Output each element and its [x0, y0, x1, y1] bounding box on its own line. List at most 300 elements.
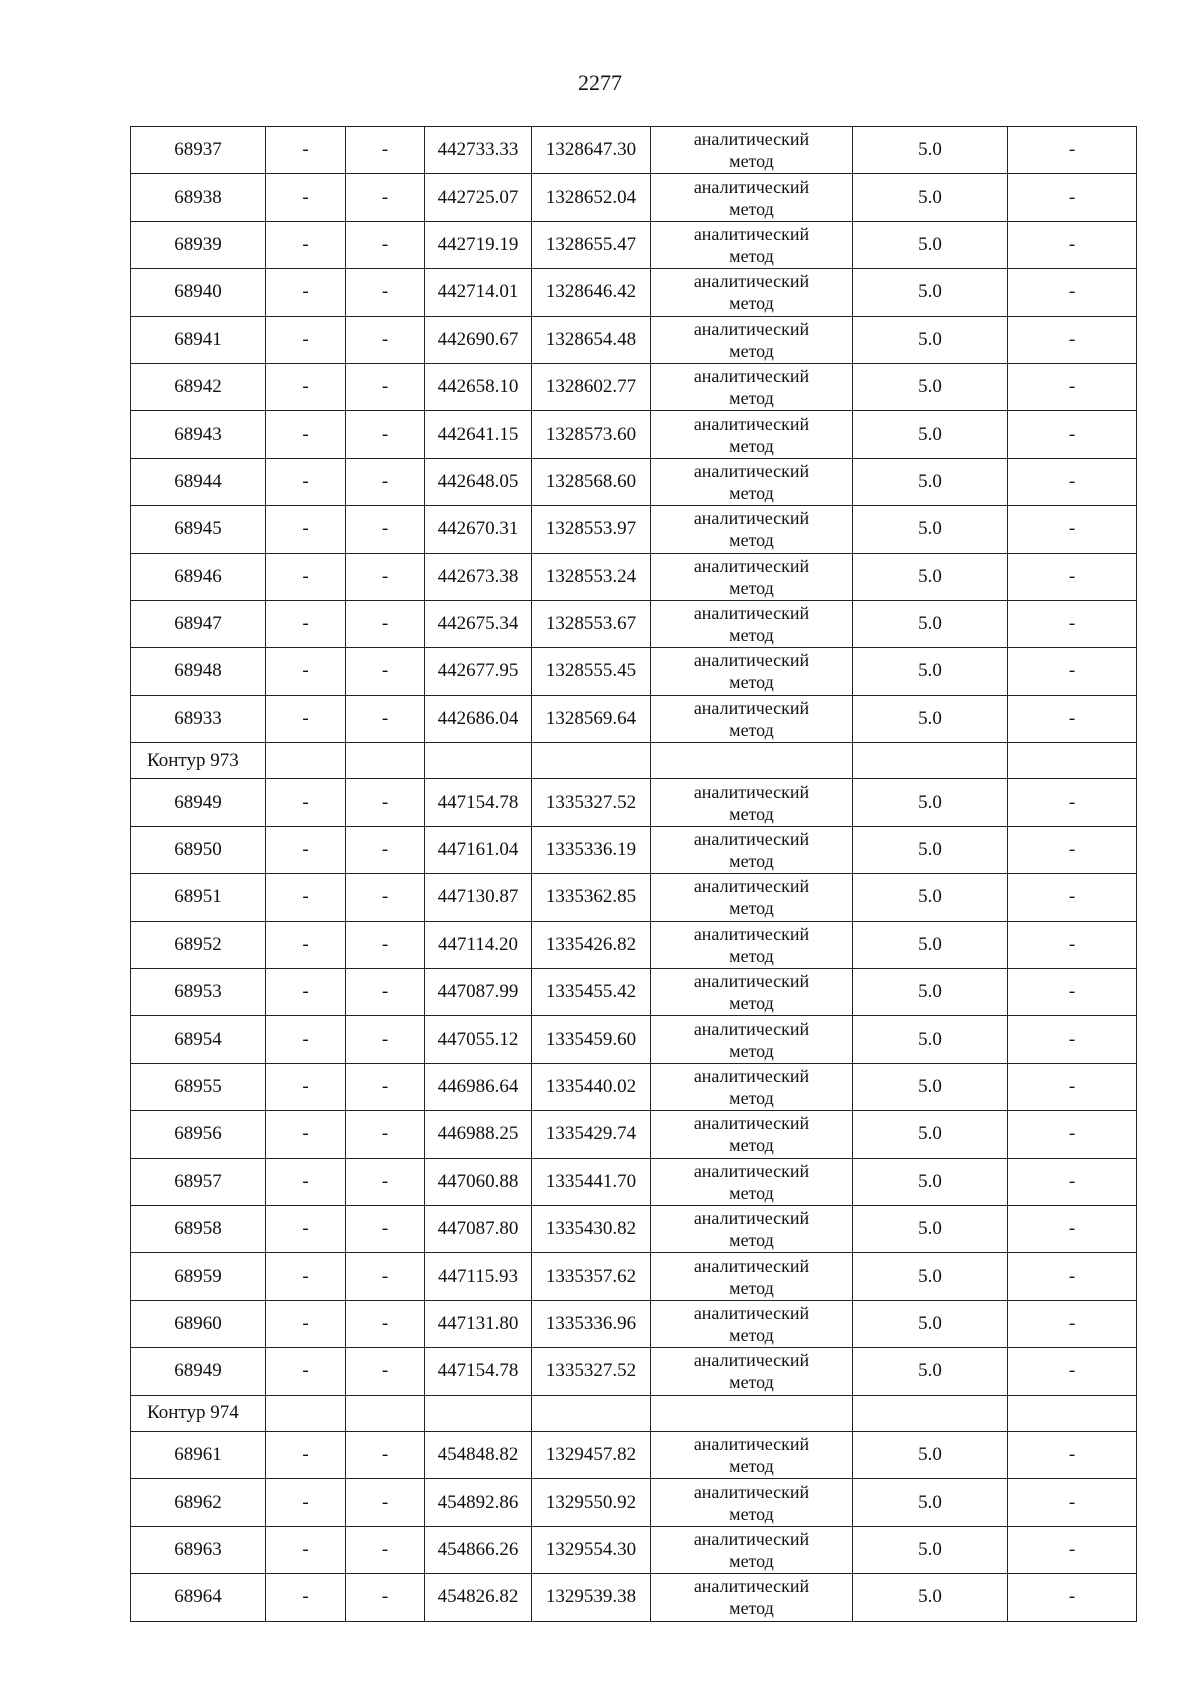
point-id-cell: 68945: [131, 506, 266, 553]
method-text-line1: аналитический: [693, 1113, 810, 1134]
dash-cell: -: [266, 1111, 346, 1158]
x-coordinate-cell: 447115.93: [425, 1253, 532, 1300]
method-text-line2: метод: [729, 1456, 774, 1477]
point-id-cell: 68946: [131, 553, 266, 600]
table-row: [131, 411, 1137, 458]
y-coordinate-cell: 1335336.19: [532, 826, 651, 873]
dash-cell: -: [346, 458, 425, 505]
table-row: [131, 1300, 1137, 1347]
dash-cell: -: [1008, 1158, 1137, 1205]
dash-cell: -: [346, 221, 425, 268]
coordinates-table: [130, 126, 1137, 1622]
method-text-line2: метод: [729, 388, 774, 409]
x-coordinate-cell: 447087.99: [425, 969, 532, 1016]
contour-header-row: [131, 1395, 1137, 1431]
dash-cell: -: [346, 1479, 425, 1526]
x-coordinate-cell: 447130.87: [425, 874, 532, 921]
y-coordinate-cell: 1328573.60: [532, 411, 651, 458]
dash-cell: -: [266, 127, 346, 174]
method-text-line1: аналитический: [693, 318, 810, 339]
dash-cell: -: [1008, 506, 1137, 553]
table-row: [131, 1431, 1137, 1478]
y-coordinate-cell: 1335327.52: [532, 1348, 651, 1395]
x-coordinate-cell: 442725.07: [425, 174, 532, 221]
method-text-line2: метод: [729, 1088, 774, 1108]
method-text-line2: метод: [729, 245, 774, 266]
dash-cell: -: [266, 174, 346, 221]
method-text-line1: аналитический: [693, 508, 810, 529]
point-id-cell: 68949: [131, 779, 266, 826]
dash-cell: -: [346, 921, 425, 968]
dash-cell: -: [266, 1063, 346, 1110]
method-text-line1: аналитический: [693, 829, 810, 850]
dash-cell: -: [1008, 874, 1137, 921]
dash-cell: -: [266, 969, 346, 1016]
method-text-line1: аналитический: [693, 603, 810, 624]
method-text-line2: метод: [729, 945, 774, 966]
accuracy-cell: 5.0: [853, 969, 1008, 1016]
point-id-cell: 68939: [131, 221, 266, 268]
y-coordinate-cell: 1328553.67: [532, 600, 651, 647]
dash-cell: -: [266, 1431, 346, 1478]
y-coordinate-cell: 1329554.30: [532, 1526, 651, 1573]
page-number: 2277: [578, 70, 622, 95]
method-text-line1: аналитический: [693, 697, 810, 718]
method-text-line1: аналитический: [693, 1208, 810, 1229]
x-coordinate-cell: 447154.78: [425, 1348, 532, 1395]
dash-cell: -: [266, 695, 346, 742]
accuracy-cell: 5.0: [853, 1253, 1008, 1300]
dash-cell: -: [1008, 969, 1137, 1016]
point-id-cell: 68963: [131, 1526, 266, 1573]
table-row: [131, 695, 1137, 742]
method-text-line2: метод: [729, 1230, 774, 1251]
dash-cell: -: [1008, 1431, 1137, 1478]
point-id-cell: 68956: [131, 1111, 266, 1158]
table-row: [131, 600, 1137, 647]
dash-cell: -: [346, 1574, 425, 1621]
dash-cell: -: [1008, 553, 1137, 600]
y-coordinate-cell: 1335441.70: [532, 1158, 651, 1205]
method-cell: [651, 1111, 853, 1158]
dash-cell: -: [346, 506, 425, 553]
method-text-line2: метод: [729, 1040, 774, 1061]
point-id-cell: 68948: [131, 648, 266, 695]
y-coordinate-cell: 1328647.30: [532, 127, 651, 174]
method-text-line1: аналитический: [693, 1481, 810, 1502]
dash-cell: -: [346, 600, 425, 647]
point-id-cell: 68942: [131, 363, 266, 410]
y-coordinate-cell: 1328655.47: [532, 221, 651, 268]
point-id-cell: 68937: [131, 127, 266, 174]
method-cell: [651, 921, 853, 968]
dash-cell: -: [266, 1526, 346, 1573]
dash-cell: -: [1008, 1063, 1137, 1110]
method-cell: [651, 1431, 853, 1478]
dash-cell: -: [1008, 695, 1137, 742]
y-coordinate-cell: 1328553.97: [532, 506, 651, 553]
method-cell: [651, 1479, 853, 1526]
dash-cell: -: [346, 1526, 425, 1573]
method-text-line2: метод: [729, 1503, 774, 1524]
accuracy-cell: 5.0: [853, 874, 1008, 921]
dash-cell: -: [266, 221, 346, 268]
table-row: [131, 648, 1137, 695]
dash-cell: -: [266, 779, 346, 826]
method-text-line1: аналитический: [693, 555, 810, 576]
point-id-cell: 68951: [131, 874, 266, 921]
y-coordinate-cell: 1335430.82: [532, 1205, 651, 1252]
table-row: [131, 1063, 1137, 1110]
table-row: [131, 553, 1137, 600]
method-cell: [651, 1574, 853, 1621]
accuracy-cell: 5.0: [853, 316, 1008, 363]
method-text-line1: аналитический: [693, 1528, 810, 1549]
table-body: [131, 127, 1137, 1622]
method-cell: [651, 600, 853, 647]
x-coordinate-cell: 447161.04: [425, 826, 532, 873]
point-id-cell: 68959: [131, 1253, 266, 1300]
dash-cell: -: [1008, 411, 1137, 458]
table-row: [131, 506, 1137, 553]
dash-cell: -: [346, 695, 425, 742]
method-cell: [651, 411, 853, 458]
y-coordinate-cell: 1328553.24: [532, 553, 651, 600]
point-id-cell: 68954: [131, 1016, 266, 1063]
dash-cell: -: [1008, 1574, 1137, 1621]
y-coordinate-cell: 1328555.45: [532, 648, 651, 695]
method-text-line2: метод: [729, 672, 774, 693]
empty-cell: [425, 743, 532, 779]
dash-cell: -: [266, 363, 346, 410]
dash-cell: -: [266, 506, 346, 553]
method-text-line2: метод: [729, 1550, 774, 1571]
dash-cell: -: [266, 1300, 346, 1347]
x-coordinate-cell: 442690.67: [425, 316, 532, 363]
y-coordinate-cell: 1329550.92: [532, 1479, 651, 1526]
x-coordinate-cell: 442677.95: [425, 648, 532, 695]
y-coordinate-cell: 1328652.04: [532, 174, 651, 221]
x-coordinate-cell: 442670.31: [425, 506, 532, 553]
dash-cell: -: [346, 363, 425, 410]
method-cell: [651, 553, 853, 600]
method-cell: [651, 826, 853, 873]
x-coordinate-cell: 447055.12: [425, 1016, 532, 1063]
x-coordinate-cell: 442733.33: [425, 127, 532, 174]
dash-cell: -: [266, 458, 346, 505]
dash-cell: -: [1008, 1205, 1137, 1252]
accuracy-cell: 5.0: [853, 1063, 1008, 1110]
accuracy-cell: 5.0: [853, 921, 1008, 968]
method-cell: [651, 458, 853, 505]
table-row: [131, 921, 1137, 968]
method-cell: [651, 648, 853, 695]
x-coordinate-cell: 447154.78: [425, 779, 532, 826]
accuracy-cell: 5.0: [853, 221, 1008, 268]
point-id-cell: 68955: [131, 1063, 266, 1110]
dash-cell: -: [346, 826, 425, 873]
accuracy-cell: 5.0: [853, 695, 1008, 742]
method-text-line1: аналитический: [693, 366, 810, 387]
method-cell: [651, 969, 853, 1016]
accuracy-cell: 5.0: [853, 648, 1008, 695]
empty-cell: [1008, 1395, 1137, 1431]
accuracy-cell: 5.0: [853, 506, 1008, 553]
method-text-line2: метод: [729, 293, 774, 314]
method-cell: [651, 1253, 853, 1300]
method-cell: [651, 269, 853, 316]
table-row: [131, 1158, 1137, 1205]
method-text-line2: метод: [729, 719, 774, 740]
method-text-line2: метод: [729, 340, 774, 361]
accuracy-cell: 5.0: [853, 826, 1008, 873]
empty-cell: [651, 743, 853, 779]
method-text-line2: метод: [729, 993, 774, 1014]
x-coordinate-cell: 447087.80: [425, 1205, 532, 1252]
dash-cell: -: [1008, 316, 1137, 363]
x-coordinate-cell: 442658.10: [425, 363, 532, 410]
dash-cell: -: [266, 1348, 346, 1395]
table-row: [131, 1253, 1137, 1300]
accuracy-cell: 5.0: [853, 1205, 1008, 1252]
table-row: [131, 969, 1137, 1016]
dash-cell: -: [266, 1574, 346, 1621]
dash-cell: -: [266, 1479, 346, 1526]
table-row: [131, 269, 1137, 316]
method-text-line1: аналитический: [693, 1434, 810, 1455]
y-coordinate-cell: 1335426.82: [532, 921, 651, 968]
dash-cell: -: [346, 553, 425, 600]
method-text-line1: аналитический: [693, 1066, 810, 1086]
method-text-line1: аналитический: [693, 1255, 810, 1276]
empty-cell: [853, 1395, 1008, 1431]
point-id-cell: 68957: [131, 1158, 266, 1205]
x-coordinate-cell: 454848.82: [425, 1431, 532, 1478]
method-text-line2: метод: [729, 577, 774, 598]
method-text-line1: аналитический: [693, 413, 810, 434]
method-text-line1: аналитический: [693, 1018, 810, 1039]
method-text-line2: метод: [729, 898, 774, 919]
point-id-cell: 68938: [131, 174, 266, 221]
x-coordinate-cell: 446986.64: [425, 1063, 532, 1110]
accuracy-cell: 5.0: [853, 1479, 1008, 1526]
method-text-line1: аналитический: [693, 176, 810, 197]
method-text-line2: метод: [729, 851, 774, 872]
point-id-cell: 68961: [131, 1431, 266, 1478]
method-text-line2: метод: [729, 1372, 774, 1393]
method-text-line2: метод: [729, 1277, 774, 1298]
dash-cell: -: [1008, 127, 1137, 174]
method-cell: [651, 1348, 853, 1395]
method-cell: [651, 127, 853, 174]
y-coordinate-cell: 1335362.85: [532, 874, 651, 921]
y-coordinate-cell: 1335440.02: [532, 1063, 651, 1110]
contour-header-row: [131, 743, 1137, 779]
dash-cell: -: [346, 648, 425, 695]
dash-cell: -: [346, 779, 425, 826]
dash-cell: -: [266, 874, 346, 921]
table-row: [131, 221, 1137, 268]
dash-cell: -: [1008, 921, 1137, 968]
dash-cell: -: [346, 174, 425, 221]
method-text-line2: метод: [729, 198, 774, 219]
accuracy-cell: 5.0: [853, 1158, 1008, 1205]
method-text-line1: аналитический: [693, 460, 810, 481]
point-id-cell: 68960: [131, 1300, 266, 1347]
y-coordinate-cell: 1335336.96: [532, 1300, 651, 1347]
y-coordinate-cell: 1328568.60: [532, 458, 651, 505]
dash-cell: -: [1008, 779, 1137, 826]
point-id-cell: 68933: [131, 695, 266, 742]
dash-cell: -: [1008, 221, 1137, 268]
method-text-line2: метод: [729, 1324, 774, 1345]
dash-cell: -: [346, 1205, 425, 1252]
dash-cell: -: [346, 1016, 425, 1063]
x-coordinate-cell: 442714.01: [425, 269, 532, 316]
dash-cell: -: [1008, 1348, 1137, 1395]
dash-cell: -: [346, 127, 425, 174]
y-coordinate-cell: 1335429.74: [532, 1111, 651, 1158]
dash-cell: -: [1008, 1526, 1137, 1573]
x-coordinate-cell: 447060.88: [425, 1158, 532, 1205]
x-coordinate-cell: 442673.38: [425, 553, 532, 600]
empty-cell: [266, 743, 346, 779]
method-cell: [651, 1300, 853, 1347]
method-cell: [651, 1158, 853, 1205]
dash-cell: -: [1008, 648, 1137, 695]
method-text-line1: аналитический: [693, 1576, 810, 1597]
method-cell: [651, 363, 853, 410]
x-coordinate-cell: 442675.34: [425, 600, 532, 647]
x-coordinate-cell: 454866.26: [425, 1526, 532, 1573]
dash-cell: -: [266, 1016, 346, 1063]
table-row: [131, 174, 1137, 221]
table-row: [131, 127, 1137, 174]
point-id-cell: 68947: [131, 600, 266, 647]
y-coordinate-cell: 1335327.52: [532, 779, 651, 826]
dash-cell: -: [346, 1300, 425, 1347]
y-coordinate-cell: 1335459.60: [532, 1016, 651, 1063]
point-id-cell: 68950: [131, 826, 266, 873]
method-text-line2: метод: [729, 435, 774, 456]
method-text-line1: аналитический: [693, 1350, 810, 1371]
table-row: [131, 826, 1137, 873]
dash-cell: -: [266, 411, 346, 458]
accuracy-cell: 5.0: [853, 269, 1008, 316]
accuracy-cell: 5.0: [853, 458, 1008, 505]
dash-cell: -: [346, 1063, 425, 1110]
empty-cell: [425, 1395, 532, 1431]
dash-cell: -: [1008, 600, 1137, 647]
accuracy-cell: 5.0: [853, 1431, 1008, 1478]
dash-cell: -: [1008, 458, 1137, 505]
dash-cell: -: [346, 1253, 425, 1300]
y-coordinate-cell: 1335455.42: [532, 969, 651, 1016]
contour-label: Контур 974: [131, 1395, 266, 1431]
empty-cell: [346, 743, 425, 779]
method-cell: [651, 1205, 853, 1252]
empty-cell: [532, 1395, 651, 1431]
accuracy-cell: 5.0: [853, 363, 1008, 410]
accuracy-cell: 5.0: [853, 1526, 1008, 1573]
dash-cell: -: [346, 411, 425, 458]
dash-cell: -: [266, 1205, 346, 1252]
dash-cell: -: [346, 874, 425, 921]
method-text-line1: аналитический: [693, 1302, 810, 1323]
dash-cell: -: [1008, 826, 1137, 873]
method-cell: [651, 221, 853, 268]
x-coordinate-cell: 447131.80: [425, 1300, 532, 1347]
dash-cell: -: [1008, 174, 1137, 221]
method-text-line1: аналитический: [693, 650, 810, 671]
accuracy-cell: 5.0: [853, 1348, 1008, 1395]
contour-label: Контур 973: [131, 743, 266, 779]
accuracy-cell: 5.0: [853, 174, 1008, 221]
table-row: [131, 363, 1137, 410]
y-coordinate-cell: 1328646.42: [532, 269, 651, 316]
method-text-line2: метод: [729, 530, 774, 551]
method-cell: [651, 874, 853, 921]
method-text-line1: аналитический: [693, 876, 810, 897]
x-coordinate-cell: 442648.05: [425, 458, 532, 505]
dash-cell: -: [266, 600, 346, 647]
point-id-cell: 68943: [131, 411, 266, 458]
method-text-line1: аналитический: [693, 971, 810, 992]
table-row: [131, 1111, 1137, 1158]
table-row: [131, 1205, 1137, 1252]
method-cell: [651, 695, 853, 742]
dash-cell: -: [266, 553, 346, 600]
table-row: [131, 458, 1137, 505]
dash-cell: -: [346, 316, 425, 363]
dash-cell: -: [1008, 1111, 1137, 1158]
point-id-cell: 68952: [131, 921, 266, 968]
empty-cell: [1008, 743, 1137, 779]
y-coordinate-cell: 1328602.77: [532, 363, 651, 410]
dash-cell: -: [1008, 1016, 1137, 1063]
method-text-line2: метод: [729, 151, 774, 172]
dash-cell: -: [346, 1348, 425, 1395]
point-id-cell: 68962: [131, 1479, 266, 1526]
dash-cell: -: [1008, 1479, 1137, 1526]
dash-cell: -: [1008, 363, 1137, 410]
method-text-line1: аналитический: [693, 223, 810, 244]
empty-cell: [346, 1395, 425, 1431]
y-coordinate-cell: 1329457.82: [532, 1431, 651, 1478]
dash-cell: -: [1008, 1253, 1137, 1300]
table-row: [131, 1526, 1137, 1573]
method-text-line1: аналитический: [693, 271, 810, 292]
table-row: [131, 316, 1137, 363]
dash-cell: -: [1008, 1300, 1137, 1347]
dash-cell: -: [266, 648, 346, 695]
table-row: [131, 1016, 1137, 1063]
point-id-cell: 68944: [131, 458, 266, 505]
dash-cell: -: [266, 921, 346, 968]
table-row: [131, 1574, 1137, 1621]
method-text-line2: метод: [729, 1135, 774, 1156]
accuracy-cell: 5.0: [853, 1300, 1008, 1347]
method-text-line2: метод: [729, 1598, 774, 1619]
accuracy-cell: 5.0: [853, 127, 1008, 174]
y-coordinate-cell: 1328654.48: [532, 316, 651, 363]
accuracy-cell: 5.0: [853, 779, 1008, 826]
dash-cell: -: [266, 1253, 346, 1300]
table-row: [131, 1479, 1137, 1526]
x-coordinate-cell: 447114.20: [425, 921, 532, 968]
y-coordinate-cell: 1335357.62: [532, 1253, 651, 1300]
dash-cell: -: [266, 1158, 346, 1205]
